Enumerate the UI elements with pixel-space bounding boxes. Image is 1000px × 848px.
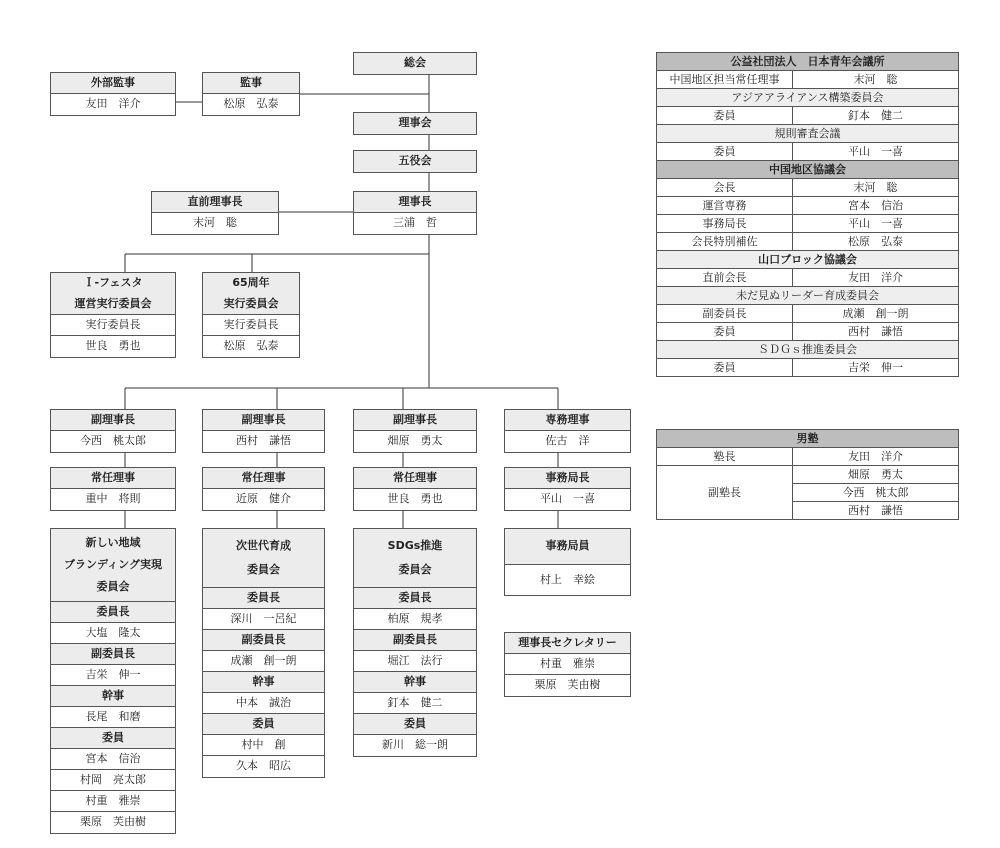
past-president-title: 直前理事長 (152, 192, 278, 213)
member-name: 村中 創 (203, 735, 324, 756)
vice-president-box-2 (202, 409, 325, 453)
name-cell: 西村 謙悟 (793, 502, 959, 520)
secretary-label: 幹事 (354, 672, 476, 693)
vice-chair-label: 副委員長 (51, 644, 175, 665)
name-cell: 平山 一喜 (793, 143, 959, 161)
member-name: 村岡 亮太郎 (51, 770, 175, 791)
secretariat-staff-name: 村上 幸絵 (540, 573, 595, 586)
secretariat-chief-title: 事務局長 (505, 468, 630, 489)
name-cell: 釘本 健二 (793, 107, 959, 125)
rijikai-title: 理事会 (354, 113, 476, 134)
members-label: 委員 (354, 714, 476, 735)
member-name: 新川 総一朗 (382, 738, 448, 751)
vice-chair-name: 成瀬 創一朗 (203, 651, 324, 672)
member-name: 村重 雅崇 (51, 791, 175, 812)
secretary-name: 釘本 健二 (354, 693, 476, 714)
chair-label: 委員長 (354, 588, 476, 609)
vice-president-name: 畑原 勇太 (387, 434, 443, 447)
danjuku-header: 男塾 (657, 430, 959, 448)
committee-title-line: 委員会 (398, 563, 432, 576)
anniversary-committee-box (202, 272, 300, 358)
auditor-box (202, 72, 300, 116)
role-cell: 事務局長 (657, 215, 793, 233)
jci-header: 公益社団法人 日本青年会議所 (657, 53, 959, 71)
committee-title-line: 次世代育成 (236, 539, 291, 552)
managing-director-box-3 (353, 467, 477, 511)
committee-box-sdgs (353, 528, 477, 757)
name-cell: 松原 弘泰 (793, 233, 959, 251)
vice-president-box-1 (50, 409, 176, 453)
member-name: 久本 昭広 (236, 759, 291, 772)
managing-director-box-1 (50, 467, 176, 511)
external-auditor-title: 外部監事 (51, 73, 175, 94)
goyakukai-title: 五役会 (354, 151, 476, 172)
role-cell: 委員 (657, 107, 793, 125)
ifesta-title-line2: 運営実行委員会 (51, 294, 175, 315)
president-name: 三浦 哲 (393, 216, 437, 229)
secretariat-chief-name: 平山 一喜 (540, 492, 595, 505)
vice-president-box-3 (353, 409, 477, 453)
committee-title-line: 委員会 (247, 563, 280, 576)
name-cell: 宮本 信治 (793, 197, 959, 215)
auditor-name: 松原 弘泰 (223, 97, 279, 110)
name-cell: 友田 洋介 (793, 448, 959, 466)
role-cell: 委員 (657, 359, 793, 377)
chair-name: 柏原 規孝 (354, 609, 476, 630)
anniversary-role: 実行委員長 (203, 315, 299, 336)
secretary-name: 長尾 和磨 (51, 707, 175, 728)
auditor-title: 監事 (203, 73, 299, 94)
executive-director-name: 佐古 洋 (545, 434, 590, 447)
vice-chair-label: 副委員長 (203, 630, 324, 651)
secretariat-chief-box (504, 467, 631, 511)
ifesta-name: 世良 勇也 (85, 339, 141, 352)
president-title: 理事長 (354, 192, 476, 213)
ifesta-role: 実行委員長 (51, 315, 175, 336)
secretary-label: 幹事 (203, 672, 324, 693)
name-cell: 末河 聡 (793, 71, 959, 89)
name-cell: 西村 謙悟 (793, 323, 959, 341)
section-leader-committee: 未だ見ぬリーダー育成委員会 (657, 287, 959, 305)
secretary-label: 幹事 (51, 686, 175, 707)
ifesta-title-line1: Ｉ-フェスタ (51, 273, 175, 294)
vice-president-name: 西村 謙悟 (236, 434, 291, 447)
name-cell: 吉栄 伸一 (793, 359, 959, 377)
president-box (353, 191, 477, 235)
name-cell: 平山 一喜 (793, 215, 959, 233)
role-cell: 会長特別補佐 (657, 233, 793, 251)
section-asia-alliance: アジアアライアンス構築委員会 (657, 89, 959, 107)
external-auditor-box (50, 72, 176, 116)
chair-label: 委員長 (203, 588, 324, 609)
secretary-name: 中本 誠治 (203, 693, 324, 714)
role-cell: 委員 (657, 323, 793, 341)
section-chugoku-council: 中国地区協議会 (657, 161, 959, 179)
rijikai-box (353, 112, 477, 135)
vice-president-title: 副理事長 (51, 410, 175, 431)
committee-box-branding (50, 528, 176, 834)
president-secretary-name: 栗原 芙由樹 (534, 678, 601, 691)
chair-label: 委員長 (51, 602, 175, 623)
vice-president-title: 副理事長 (354, 410, 476, 431)
section-sdgs-committee: ＳＤＧｓ推進委員会 (657, 341, 959, 359)
managing-director-name: 近原 健介 (236, 492, 291, 505)
ifesta-committee-box (50, 272, 176, 358)
committee-title-line: ブランディング実現 (64, 558, 162, 571)
role-cell: 塾長 (657, 448, 793, 466)
role-cell: 会長 (657, 179, 793, 197)
managing-director-title: 常任理事 (51, 468, 175, 489)
vice-chair-label: 副委員長 (354, 630, 476, 651)
vice-president-name: 今西 桃太郎 (80, 434, 146, 447)
anniversary-name: 松原 弘泰 (223, 339, 279, 352)
name-cell: 成瀬 創一朗 (793, 305, 959, 323)
past-president-box (151, 191, 279, 235)
managing-director-name: 世良 勇也 (387, 492, 443, 505)
managing-director-box-2 (202, 467, 325, 511)
committee-box-next-gen (202, 528, 325, 778)
danjuku-table (656, 429, 959, 520)
role-cell: 中国地区担当常任理事 (657, 71, 793, 89)
role-cell: 副委員長 (657, 305, 793, 323)
member-name: 栗原 芙由樹 (80, 815, 146, 828)
name-cell: 末河 聡 (793, 179, 959, 197)
role-cell: 直前会長 (657, 269, 793, 287)
goyakukai-box (353, 150, 477, 173)
name-cell: 友田 洋介 (793, 269, 959, 287)
anniversary-title-line1: 65周年 (203, 273, 299, 294)
president-secretary-title: 理事長セクレタリー (505, 633, 630, 654)
committee-title (51, 529, 175, 602)
chair-name: 大塩 隆太 (51, 623, 175, 644)
name-cell: 今西 桃太郎 (793, 484, 959, 502)
president-secretary-box (504, 632, 631, 697)
executive-director-box (504, 409, 631, 453)
anniversary-title-line2: 実行委員会 (203, 294, 299, 315)
committee-title-line: 新しい地域 (85, 536, 141, 549)
vice-president-title: 副理事長 (203, 410, 324, 431)
managing-director-title: 常任理事 (354, 468, 476, 489)
secretariat-staff-title: 事務局員 (505, 529, 630, 565)
section-rules-review: 規則審査会議 (657, 125, 959, 143)
chair-name: 深川 一呂紀 (203, 609, 324, 630)
committee-title (354, 529, 476, 588)
jci-assignments-table (656, 52, 959, 377)
name-cell: 畑原 勇太 (793, 466, 959, 484)
managing-director-title: 常任理事 (203, 468, 324, 489)
external-auditor-name: 友田 洋介 (85, 97, 141, 110)
role-cell: 委員 (657, 143, 793, 161)
executive-director-title: 専務理事 (505, 410, 630, 431)
committee-title-line: 委員会 (96, 580, 130, 593)
section-yamaguchi-block: 山口ブロック協議会 (657, 251, 959, 269)
vice-chair-name: 吉栄 伸一 (51, 665, 175, 686)
members-label: 委員 (203, 714, 324, 735)
committee-title (203, 529, 324, 588)
role-cell: 副塾長 (657, 466, 793, 520)
secretariat-staff-box (504, 528, 631, 596)
managing-director-name: 重中 将則 (85, 492, 141, 505)
member-name: 宮本 信治 (51, 749, 175, 770)
soukai-box (353, 52, 477, 75)
vice-chair-name: 堀江 法行 (354, 651, 476, 672)
members-label: 委員 (51, 728, 175, 749)
committee-title-line: SDGs推進 (387, 539, 443, 552)
role-cell: 運営専務 (657, 197, 793, 215)
president-secretary-name: 村重 雅崇 (505, 654, 630, 675)
past-president-name: 末河 聡 (193, 216, 237, 229)
soukai-title: 総会 (354, 53, 476, 74)
